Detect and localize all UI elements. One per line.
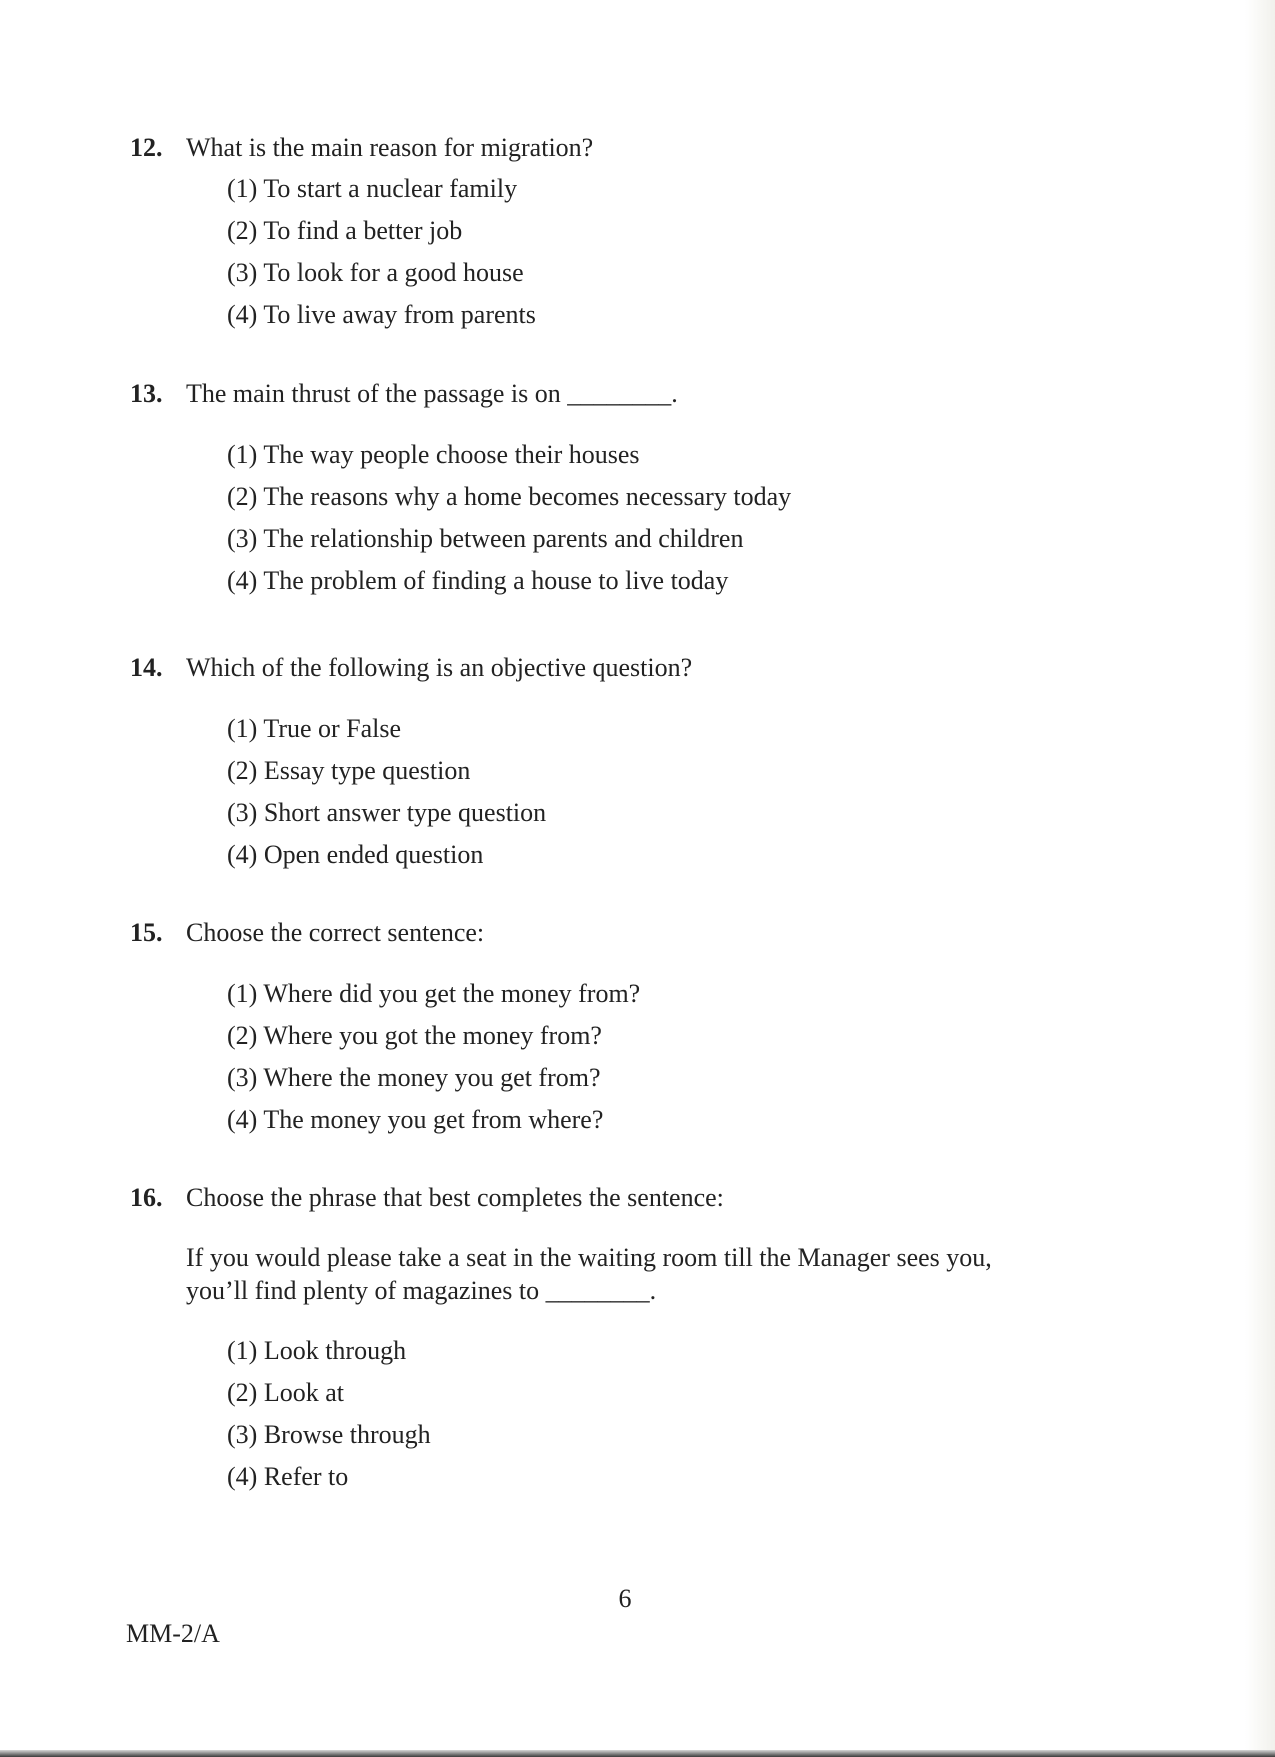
option-3: (3) To look for a good house: [227, 258, 524, 287]
option-2: (2) Essay type question: [227, 756, 471, 785]
option-list: [227, 973, 1150, 1141]
option-1: (1) The way people choose their houses: [227, 440, 640, 469]
option-list: [227, 434, 1150, 602]
option-list: [227, 708, 1150, 876]
question-number: 13.: [130, 379, 163, 408]
question-number: 15.: [130, 918, 163, 947]
stem-line-1: If you would please take a seat in the waiting room till the Manager sees you,: [186, 1243, 992, 1272]
option-4: (4) Open ended question: [227, 840, 484, 869]
option-3: (3) Short answer type question: [227, 798, 547, 827]
paper-code: MM-2/A: [126, 1619, 220, 1648]
option-2: (2) The reasons why a home becomes necessary today: [227, 482, 792, 511]
option-2: (2) Where you got the money from?: [227, 1021, 602, 1050]
option-1: (1) Where did you get the money from?: [227, 979, 641, 1008]
option-1: (1) Look through: [227, 1336, 407, 1365]
question-stem: [186, 1241, 1150, 1307]
option-list: [227, 1330, 1150, 1498]
option-4: (4) The money you get from where?: [227, 1105, 604, 1134]
option-4: (4) Refer to: [227, 1462, 349, 1491]
option-1: (1) To start a nuclear family: [227, 174, 518, 203]
question-text: Which of the following is an objective question?: [186, 653, 693, 682]
option-4: (4) To live away from parents: [227, 300, 536, 329]
stem-line-2: you’ll find plenty of magazines to ________.: [186, 1276, 657, 1305]
question-16: [130, 1181, 1150, 1498]
option-4: (4) The problem of finding a house to live today: [227, 566, 729, 595]
page-number: 6: [618, 1584, 632, 1613]
question-15: [130, 916, 1150, 1141]
option-3: (3) The relationship between parents and children: [227, 524, 744, 553]
question-text: The main thrust of the passage is on ________.: [186, 379, 678, 408]
option-2: (2) Look at: [227, 1378, 344, 1407]
option-2: (2) To find a better job: [227, 216, 463, 245]
question-text: What is the main reason for migration?: [186, 133, 594, 162]
question-number: 12.: [130, 133, 163, 162]
question-text: Choose the phrase that best completes the sentence:: [186, 1183, 724, 1212]
question-12: [130, 131, 1150, 336]
question-text: Choose the correct sentence:: [186, 918, 485, 947]
question-13: [130, 377, 1150, 602]
option-list: [227, 168, 1150, 336]
question-14: [130, 651, 1150, 876]
question-number: 16.: [130, 1183, 163, 1212]
scan-edge-shadow: [1245, 0, 1275, 1757]
option-3: (3) Browse through: [227, 1420, 431, 1449]
scan-bottom-edge: [0, 1750, 1275, 1757]
option-3: (3) Where the money you get from?: [227, 1063, 601, 1092]
option-1: (1) True or False: [227, 714, 402, 743]
question-number: 14.: [130, 653, 163, 682]
